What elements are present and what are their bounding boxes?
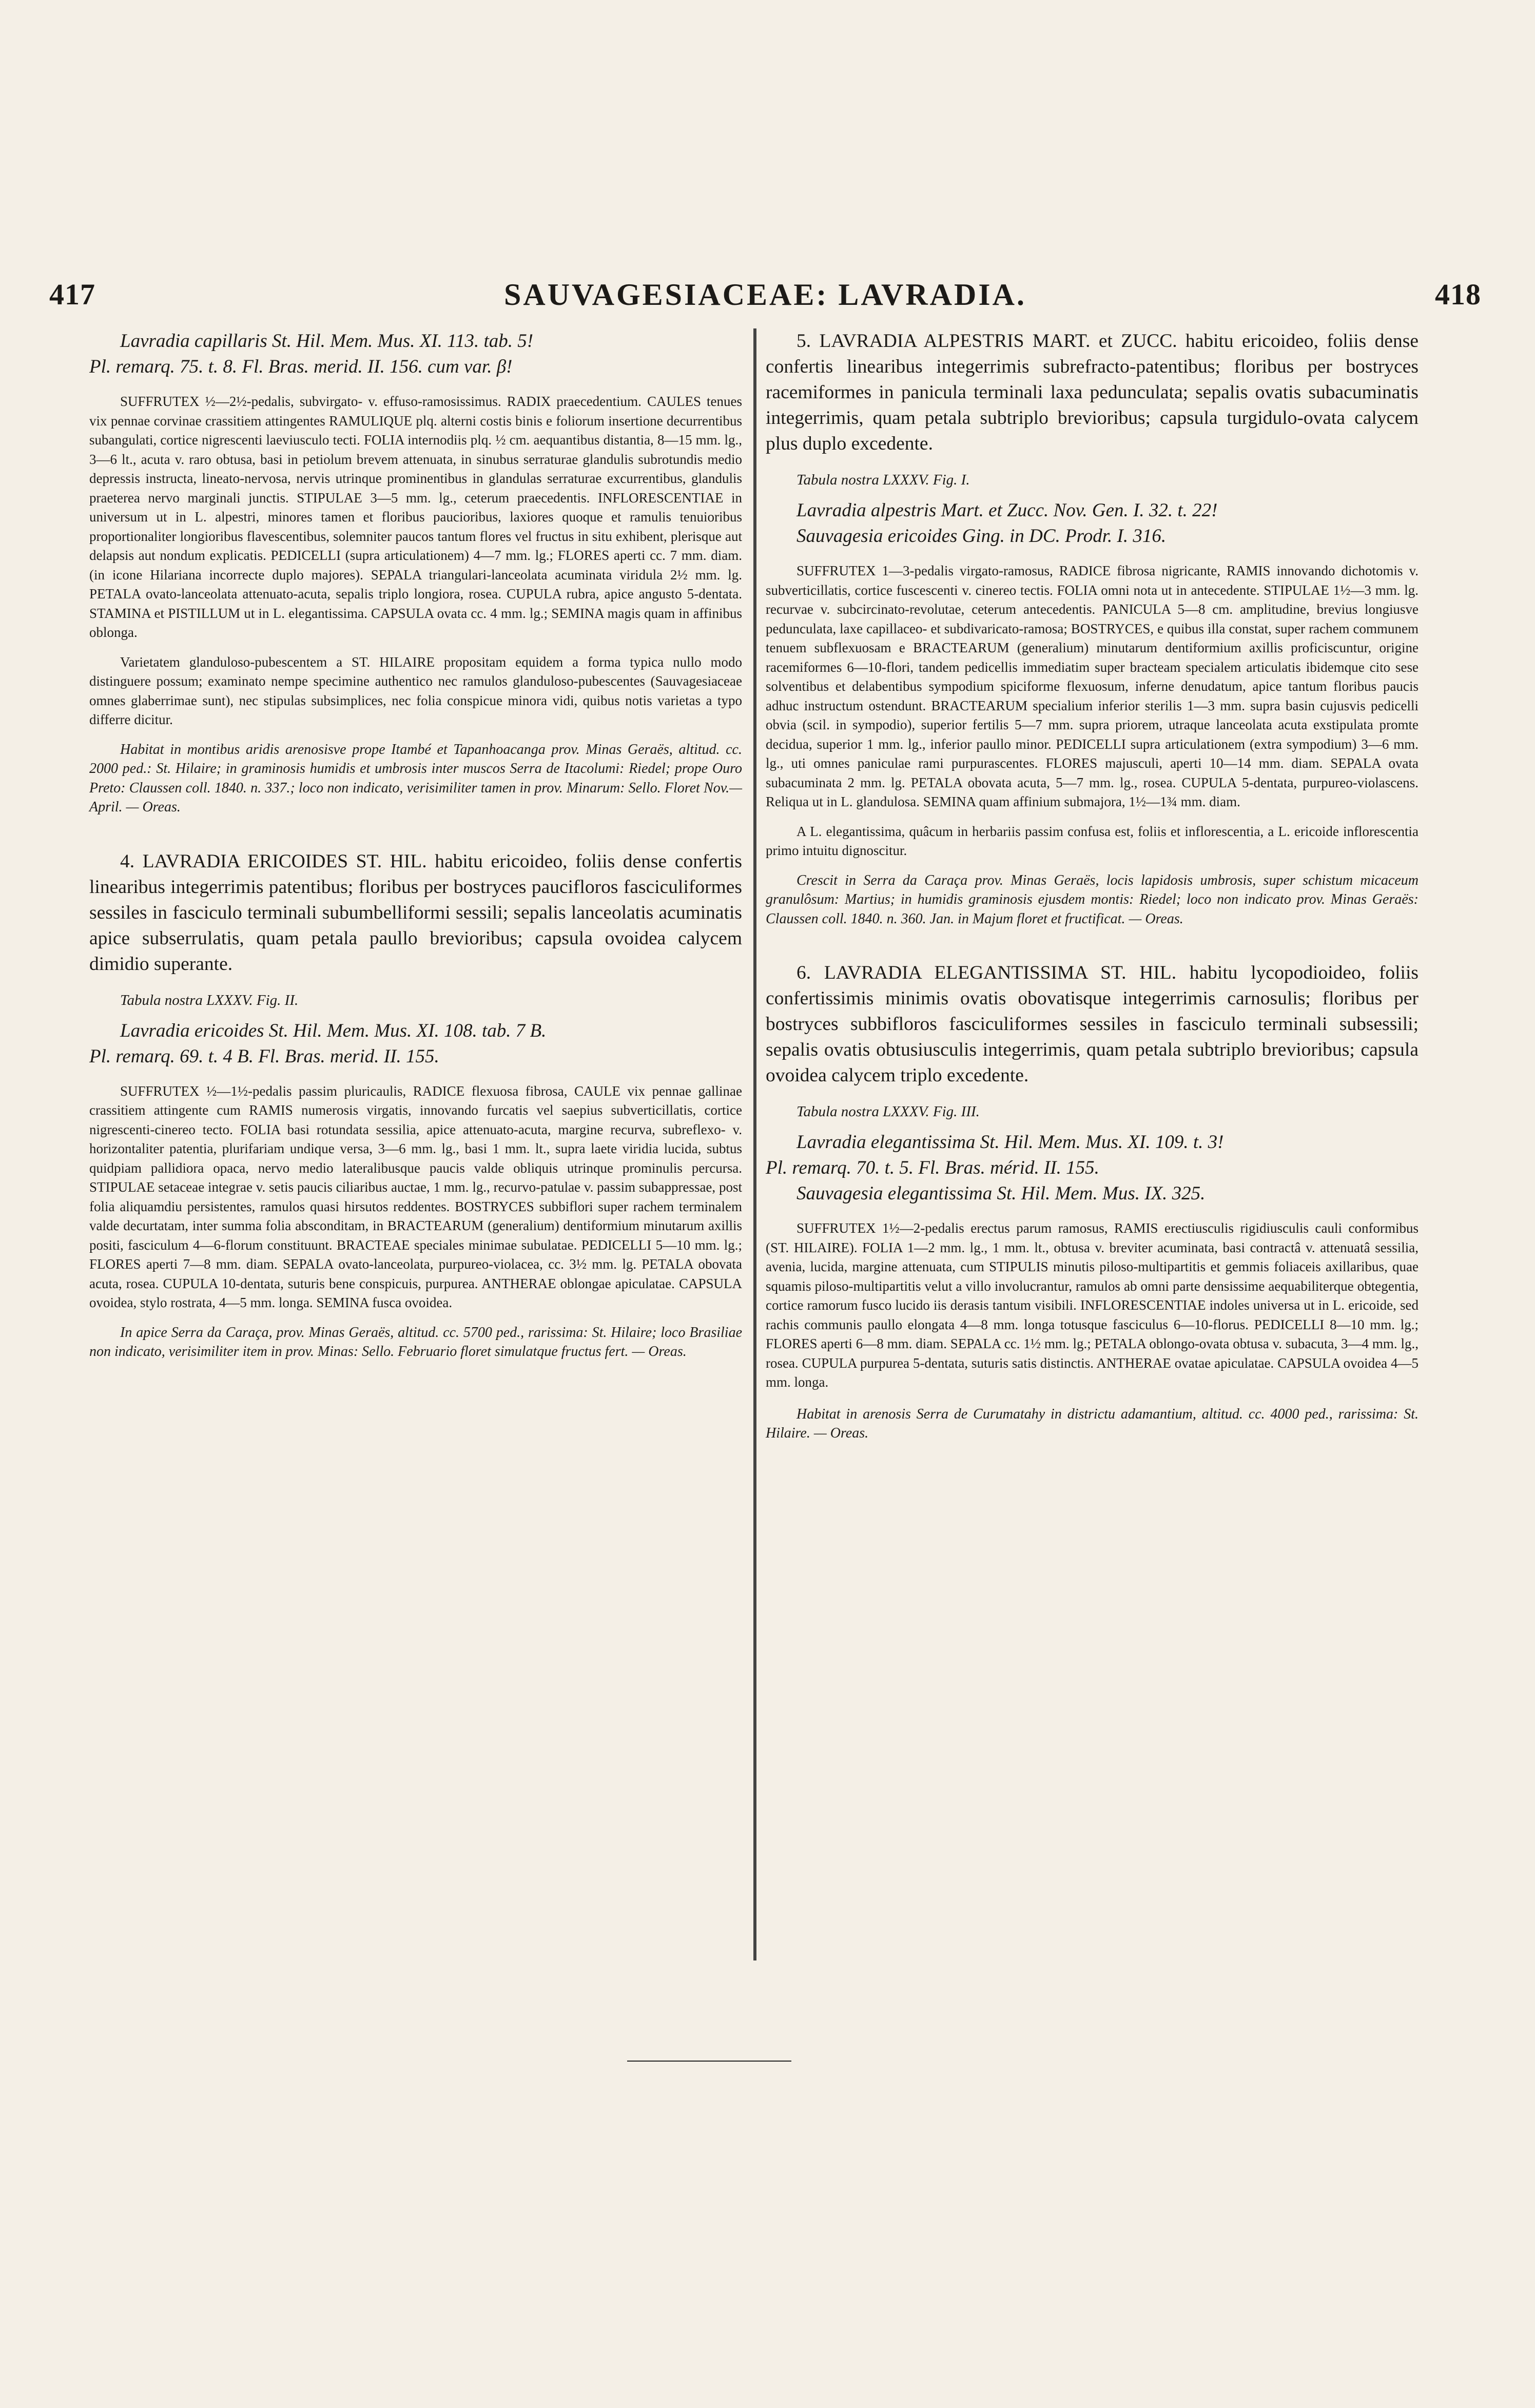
citation-capillaris-line1: Lavradia capillaris St. Hil. Mem. Mus. XI. 113. tab. 5!: [120, 331, 534, 352]
end-rule: [627, 2061, 791, 2062]
species-diagnosis-elegantissima: 6. LAVRADIA ELEGANTISSIMA ST. HIL. habitu lycopodioideo, foliis confertissimis minimis ovatis obovatisque integerrimis carnosulis; floribus per bostryces subbifloros fasciculiformes sessiles in fasciculo terminali subsessili; sepalis ovatis obtusiusculis integerrimis, quam petala subtriplo brevioribus; capsula ovoidea calycem triplo excedente.: [766, 962, 1419, 1086]
citation-capillaris-line2: Pl. remarq. 75. t. 8. Fl. Bras. merid. II. 156. cum var. β!: [89, 356, 513, 377]
citation-alpestris-line1: Lavradia alpestris Mart. et Zucc. Nov. Gen. I. 32. t. 22!: [796, 500, 1218, 521]
habitat-alpestris: Crescit in Serra da Caraça prov. Minas Geraës, locis lapidosis umbrosis, super schistum micaceum granulôsum: Martius; in humidis graminosis ejusdem montis: Riedel; loco non indicato prov. Minas Geraës: Claussen coll. 1840. n. 360. Jan. in Majum floret et fructificat. — Oreas.: [766, 872, 1419, 927]
running-title: SAUVAGESIACEAE: LAVRADIA.: [504, 278, 1026, 312]
spacer: [89, 817, 742, 849]
left-column: [89, 328, 742, 1362]
citation-elegantissima-line3: Sauvagesia elegantissima St. Hil. Mem. Mus. IX. 325.: [796, 1183, 1206, 1204]
note-variety: Varietatem glanduloso-pubescentem a ST. HILAIRE propositam equidem a forma typica nullo modo distinguere possum; examinato nempe specimine authentico nec ramulos glanduloso-pubescentes (Sauvagesiaceae omnes glaberrimae sunt), nec stipulas subsimplices, nec folia conspicue minora vidi, quibus notis varietas a typo differre dicitur.: [89, 654, 742, 727]
citation-elegantissima-line2: Pl. remarq. 70. t. 5. Fl. Bras. mérid. II. 155.: [766, 1157, 1099, 1178]
description-ericoides: SUFFRUTEX ½—1½-pedalis passim pluricaulis, RADICE flexuosa fibrosa, CAULE vix pennae gallinae crassitiem attingente cum RAMIS numerosis virgatis, innovando furcatis vel saepius subverticillatis, cortice nigrescenti-cinereo tecto. FOLIA basi rotundata sessilia, apice attenuato-acuta, margine recurva, subreflexo- v. horizontaliter patentia, plurifariam undique versa, 3—6 mm. lg., basi 1 mm. lt., supra laete viridia lucida, subtus quidpiam pallidiora opaca, nervo medio lateralibusque paucis valde obliquis utrinque prominulis percursa. STIPULAE setaceae integrae v. setis paucis ciliaribus auctae, 1 mm. lg., recurvo-patulae v. passim subappressae, post folia aliquamdiu persistentes, ramulos quasi hirsutos reddentes. BOSTRYCES subbiflori super rachem terminalem valde decurtatam, inter summa folia absconditam, in BRACTEARUM (generalium) dentiformium minutarum axillis positi, fasciculum 4—6-florum constituunt. BRACTEAE speciales minimae subulatae. PEDICELLI 5—10 mm. lg.; FLORES aperti 7—8 mm. diam. SEPALA ovato-lanceolata, purpureo-violacea, cc. 3½ mm. lg. PETALA obovata acuta, rosea. CUPULA 10-dentata, suturis bene conspicuis, purpurea. ANTHERAE oblongae apiculatae. CAPSULA ovoidea, stylo rostrata, 4—5 mm. longa. SEMINA fusca ovoidea.: [89, 1083, 742, 1310]
spacer: [766, 928, 1419, 960]
page-number-right: 418: [1435, 278, 1481, 311]
species-diagnosis-alpestris: 5. LAVRADIA ALPESTRIS MART. et ZUCC. habitu ericoideo, foliis dense confertis linearibus integerrimis subrefracto-patentibus; floribus per bostryces racemiformes in panicula terminali laxa pedunculata; sepalis ovatis subacuminatis integerrimis, quam petala subtriplo brevioribus; capsula turgidulo-ovata calycem plus duplo excedente.: [766, 331, 1419, 454]
description-elegantissima: SUFFRUTEX 1½—2-pedalis erectus parum ramosus, RAMIS erectiusculis rigidiusculis cauli conformibus (ST. HILAIRE). FOLIA 1—2 mm. lg., 1 mm. lt., obtusa v. breviter acuminata, basi contractâ v. attenuatâ sessilia, avenia, lucida, margine attenuata, cum STIPULIS minutis piloso-multipartitis et gemmis foliaceis axillaribus, quae squamis piloso-multipartitis velut a villo involucrantur, ramulos ab omni parte densissime aequabiliterque obtegentia, cortice ramorum fusco lucido iis derasis tantum visibili. INFLORESCENTIAE indoles universa ut in L. ericoide, sed rachis communis paullo elongata 4—8 mm. longa totusque fasciculus 6—10-florus. PEDICELLI 8—10 mm. lg.; FLORES aperti 6—8 mm. diam. SEPALA cc. 1½ mm. lg.; PETALA oblongo-ovata obtusa v. subacuta, 3—4 mm. lg., rosea. CUPULA purpurea 5-dentata, suturis satis distinctis. ANTHERAE ovatae apiculatae. CAPSULA ovoidea 4—5 mm. longa.: [766, 1220, 1419, 1390]
description-capillaris: SUFFRUTEX ½—2½-pedalis, subvirgato- v. effuso-ramosissimus. RADIX praecedentium. CAULES tenues vix pennae corvinae crassitiem attingentes RAMULIQUE plq. alterni costis binis e foliorum insertione decurrentibus subangulati, cortice nigrescenti laeviusculo tecti. FOLIA internodiis plq. ½ cm. aequantibus distantia, 8—15 mm. lg., 3—6 lt., acuta v. raro obtusa, basi in petiolum brevem attenuata, in sinubus serraturae glandulis subrotundis medio depressis instructa, lineato-nervosa, nervis utrinque prominentibus in glandulas serraturae excurrentibus, glandulis praeterea nervo marginali junctis. STIPULAE 3—5 mm. lg., ceterum praecedentis. INFLORESCENTIAE in universum ut in L. alpestri, minores tamen et floribus paucioribus, laxiores quoque et ramulis tenuioribus proportionaliter longioribus flavescentibus, solemniter paucos tantum flores vel fructus in situ exhibent, plerisque aut delapsis aut nondum explicatis. PEDICELLI (supra articulationem) 4—7 mm. lg.; FLORES aperti cc. 7 mm. diam. (in icone Hilariana incorrecte duplo majores). SEPALA triangulari-lanceolata acuminata viridula 2½ mm. lg. PETALA ovato-lanceolata attenuato-acuta, sepalis triplo longiora, rosea. CUPULA rubra, apice angusto 5-dentata. STAMINA et PISTILLUM ut in L. elegantissima. CAPSULA ovata cc. 4 mm. lg.; SEMINA magis quam in affinibus oblonga.: [89, 394, 742, 640]
habitat-elegantissima: Habitat in arenosis Serra de Curumatahy in districtu adamantium, altitud. cc. 4000 ped., rarissima: St. Hilaire. — Oreas.: [766, 1406, 1419, 1441]
plate-reference-alpestris: Tabula nostra LXXXV. Fig. I.: [796, 472, 970, 488]
habitat-ericoides: In apice Serra da Caraça, prov. Minas Geraës, altitud. cc. 5700 ped., rarissima: St. Hilaire; loco Brasiliae non indicato, verisimiliter item in prov. Minas: Sello. Februario floret simulatque fructus fert. — Oreas.: [89, 1324, 742, 1360]
plate-reference-elegantissima: Tabula nostra LXXXV. Fig. III.: [796, 1103, 980, 1120]
citation-alpestris-line2: Sauvagesia ericoides Ging. in DC. Prodr. I. 316.: [796, 526, 1167, 547]
note-alpestris: A L. elegantissima, quâcum in herbariis passim confusa est, foliis et inflorescentia, a L. ericoide inflorescentia primo intuitu dignoscitur.: [766, 823, 1419, 858]
citation-ericoides-line2: Pl. remarq. 69. t. 4 B. Fl. Bras. merid. II. 155.: [89, 1045, 439, 1067]
species-diagnosis-ericoides: 4. LAVRADIA ERICOIDES ST. HIL. habitu ericoideo, foliis dense confertis linearibus integerrimis patentibus; floribus per bostryces paucifloros fasciculiformes sessiles in fasciculo terminali subumbelliformi sessili; sepalis lanceolatis acuminatis apice subserrulatis, quam petala paullo brevioribus; capsula ovoidea calycem dimidio superante.: [89, 850, 742, 975]
page-number-left: 417: [49, 278, 95, 311]
column-divider: [753, 328, 756, 1960]
right-column: [766, 328, 1419, 1443]
citation-elegantissima-line1: Lavradia elegantissima St. Hil. Mem. Mus. XI. 109. t. 3!: [796, 1132, 1224, 1153]
running-header: [49, 277, 1481, 318]
citation-ericoides-line1: Lavradia ericoides St. Hil. Mem. Mus. XI. 108. tab. 7 B.: [120, 1020, 547, 1041]
description-alpestris: SUFFRUTEX 1—3-pedalis virgato-ramosus, RADICE fibrosa nigricante, RAMIS innovando dichotomis v. subverticillatis, cortice fuscescenti v. cinereo tectis. FOLIA omni nota ut in antecedente. STIPULAE 1½—3 mm. lg. recurvae v. subcircinato-revolutae, ceterum antecedentis. PANICULA 5—8 cm. amplitudine, brevius longiusve pedunculata, laxe capillaceo- et subdivaricato-ramosa; BOSTRYCES, e quibus illa constat, super rachem communem tenuem subflexuosam e BRACTEARUM (generalium) minutarum dentiformium axillis proficiscuntur, origine racemiformes 6—10-flori, tandem pedicellis immediatim super bracteam specialem articulatis ibidemque cito sese solventibus et delabentibus sympodium spiciforme flexuosum, inferne denudatum, apice tantum floribus paucis adhuc instructum ostendunt. BRACTEARUM specialium inferior sterilis 1—3 mm. supra basin cujusvis pedicelli obvia (scil. in sympodio), superior fertilis 5—7 mm. supra priorem, utraque lanceolata acuta exstipulata promte decidua, superior 1 mm. lg., inferior paullo minor. PEDICELLI supra articulationem (extra sympodium) 3—6 mm. lg., uti omnes paniculae rami purpurascentes. FLORES majusculi, aperti 10—14 mm. diam. SEPALA ovata subacuminata 2 mm. lg. PETALA obovata acuta, 5—7 mm. lg., rosea. CUPULA 5-dentata, purpureo-violascens. Reliqua ut in L. glandulosa. SEMINA quam affinium submajora, 1½—1¾ mm. diam.: [766, 563, 1419, 809]
habitat-capillaris: Habitat in montibus aridis arenosisve prope Itambé et Tapanhoacanga prov. Minas Geraës, altitud. cc. 2000 ped.: St. Hilaire; in graminosis humidis et umbrosis inter muscos Serra de Itacolumi: Riedel; prope Ouro Preto: Claussen coll. 1840. n. 337.; loco non indicato, verisimiliter tamen in prov. Minarum: Sello. Floret Nov.—April. — Oreas.: [89, 741, 742, 815]
plate-reference-ericoides: Tabula nostra LXXXV. Fig. II.: [120, 992, 299, 1008]
